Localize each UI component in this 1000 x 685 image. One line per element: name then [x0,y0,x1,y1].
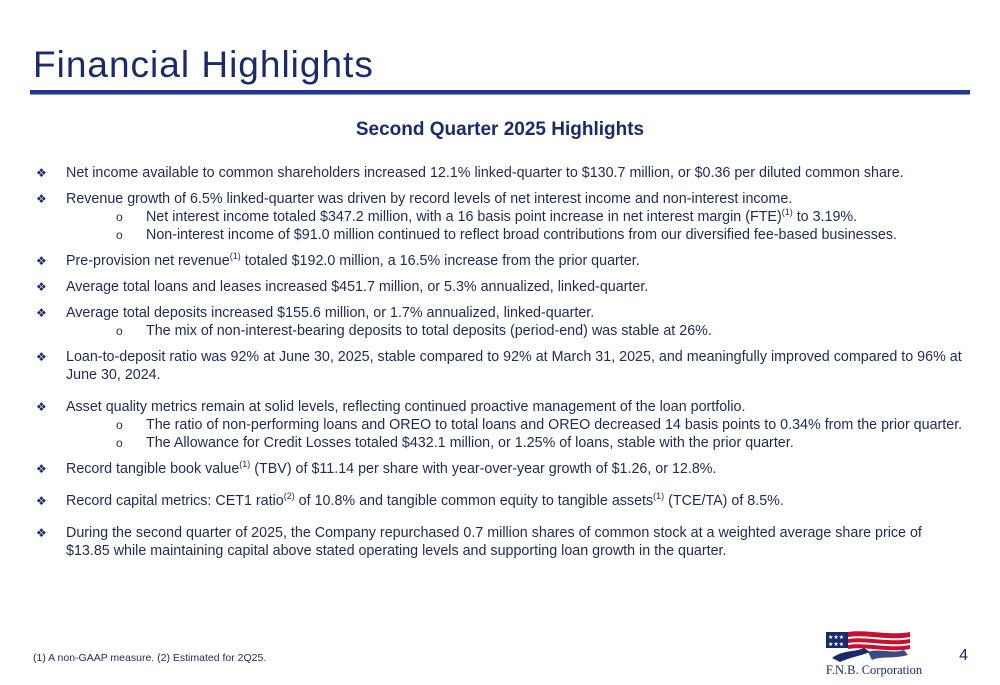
sub-bullet-text: Net interest income totaled $347.2 million, with a 16 basis point increase in net interest margin (FTE) [146,209,782,225]
bullet-net-income [36,164,966,182]
bullet-text: of 10.8% and tangible common equity to tangible assets [294,493,654,509]
footnote: (1) A non-GAAP measure. (2) Estimated for 2Q25. [33,652,267,664]
bullet-ppnr [36,252,966,270]
circle-bullet-icon: o [116,210,123,224]
flag-logo-icon [818,630,930,664]
circle-bullet-icon: o [116,324,123,338]
diamond-bullet-icon: ❖ [36,306,47,320]
sub-bullet-text: to 3.19%. [792,209,858,225]
bullet-text: (TBV) of $11.14 per share with year-over-year growth of $1.26, or 12.8%. [250,461,717,477]
diamond-bullet-icon: ❖ [36,350,47,364]
bullet-text: Record tangible book value [66,461,240,477]
svg-text:★★★: ★★★ [828,641,845,648]
footnote-ref: (2) [283,491,295,502]
bullet-loans [36,278,966,296]
sub-bullet-text: The Allowance for Credit Losses totaled $432.1 million, or 1.25% of loans, stable with the prior quarter. [146,435,794,451]
bullet-revenue-growth [36,190,966,244]
footnote-ref: (1) [781,207,793,218]
sub-bullet-non-interest-income [66,226,966,244]
bullet-text: Average total deposits increased $155.6 million, or 1.7% annualized, linked-quarter. [66,305,595,321]
sub-bullet-text: Non-interest income of $91.0 million continued to reflect broad contributions from our diversified fee-based businesses. [146,227,897,243]
diamond-bullet-icon: ❖ [36,254,47,268]
company-logo [818,630,930,678]
diamond-bullet-icon: ❖ [36,400,47,414]
svg-text:★★★: ★★★ [828,634,845,641]
circle-bullet-icon: o [116,436,123,450]
diamond-bullet-icon: ❖ [36,526,47,540]
page-title: Financial Highlights [33,44,374,85]
bullet-text: Net income available to common shareholders increased 12.1% linked-quarter to $130.7 million, or $0.36 per diluted common share. [66,165,904,181]
diamond-bullet-icon: ❖ [36,280,47,294]
bullet-text: Pre-provision net revenue [66,253,230,269]
bullet-tangible-book-value [36,460,966,478]
bullet-share-repurchase [36,524,966,560]
sub-bullet-npl-ratio [66,416,966,434]
diamond-bullet-icon: ❖ [36,192,47,206]
highlights-list [36,164,966,568]
footnote-ref: (1) [229,251,241,262]
diamond-bullet-icon: ❖ [36,494,47,508]
bullet-text: During the second quarter of 2025, the Company repurchased 0.7 million shares of common stock at a weighted average share price of $13.85 while maintaining capital above stated operating levels and supporting loan growth in the quarter. [66,525,922,559]
bullet-text: Asset quality metrics remain at solid levels, reflecting continued proactive management of the loan portfolio. [66,399,746,415]
bullet-deposits [36,304,966,340]
bullet-text: Average total loans and leases increased $451.7 million, or 5.3% annualized, linked-quarter. [66,279,649,295]
diamond-bullet-icon: ❖ [36,166,47,180]
circle-bullet-icon: o [116,228,123,242]
bullet-text: (TCE/TA) of 8.5%. [664,493,784,509]
sub-bullet-allowance [66,434,966,452]
bullet-text: Revenue growth of 6.5% linked-quarter was driven by record levels of net interest income and non-interest income. [66,191,793,207]
circle-bullet-icon: o [116,418,123,432]
bullet-asset-quality [36,398,966,452]
footnote-ref: (1) [653,491,665,502]
footnote-ref: (1) [239,459,251,470]
sub-bullet-deposit-mix [66,322,966,340]
page-number: 4 [959,647,968,664]
bullet-text: totaled $192.0 million, a 16.5% increase from the prior quarter. [240,253,640,269]
logo-wordmark: F.N.B. Corporation [825,663,923,677]
bullet-text: Loan-to-deposit ratio was 92% at June 30, 2025, stable compared to 92% at March 31, 2025, and meaningfully improved compared to 96% at June 30, 2024. [66,349,962,383]
bullet-loan-to-deposit [36,348,966,384]
title-divider [30,90,970,95]
bullet-text: Record capital metrics: CET1 ratio [66,493,284,509]
sub-bullet-text: The mix of non-interest-bearing deposits to total deposits (period-end) was stable at 26%. [146,323,712,339]
sub-bullet-text: The ratio of non-performing loans and OREO to total loans and OREO decreased 14 basis points to 0.34% from the prior quarter. [146,417,963,433]
sub-bullet-net-interest-income [66,208,966,226]
bullet-capital-metrics [36,492,966,510]
diamond-bullet-icon: ❖ [36,462,47,476]
section-subtitle: Second Quarter 2025 Highlights [355,119,645,140]
